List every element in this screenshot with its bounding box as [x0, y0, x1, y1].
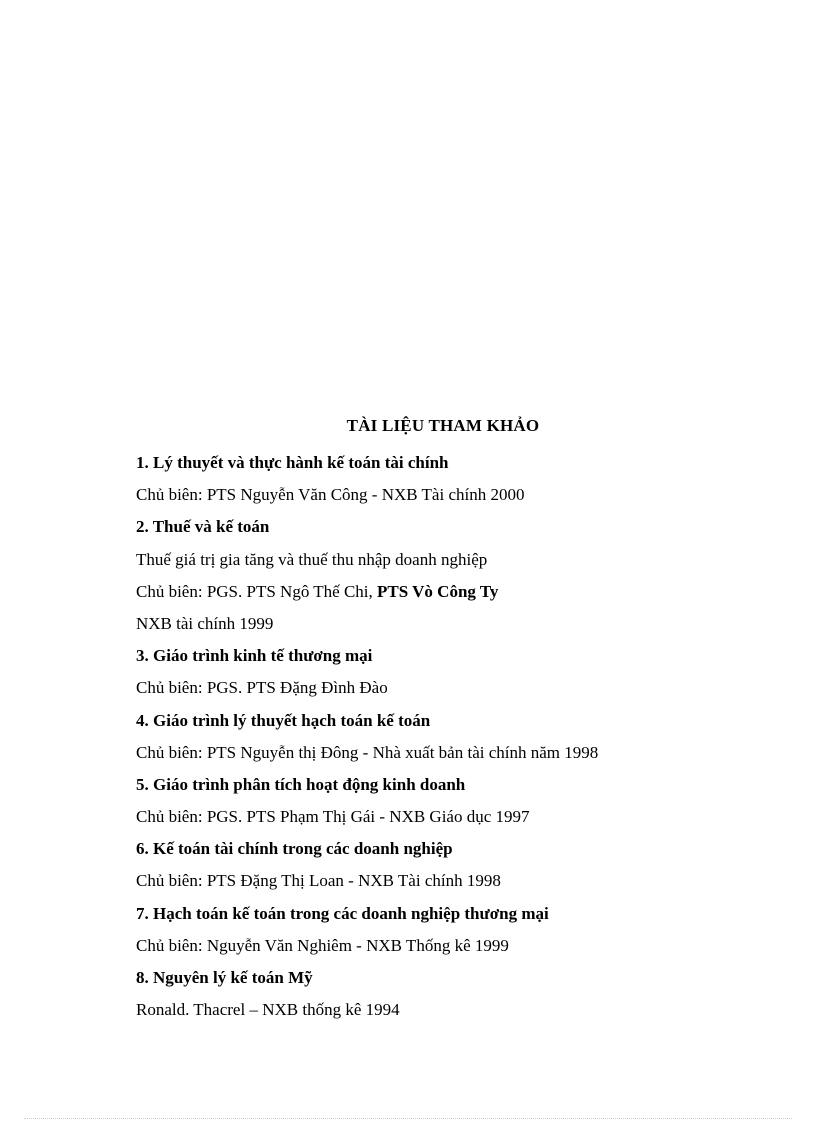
page-title: TÀI LIỆU THAM KHẢO [346, 416, 540, 435]
reference-detail-2-3: NXB tài chính 1999 [136, 613, 274, 633]
reference-heading-3: 3. Giáo trình kinh tế thương mại [136, 646, 373, 666]
page-bottom-divider [24, 1118, 792, 1119]
reference-detail-2-2 [136, 578, 786, 610]
reference-detail-5-1: Chủ biên: PGS. PTS Phạm Thị Gái - NXB Giáo dục 1997 [136, 807, 530, 827]
reference-heading-5: 5. Giáo trình phân tích hoạt động kinh doanh [136, 774, 466, 794]
reference-heading-6: 6. Kế toán tài chính trong các doanh nghiệp [136, 839, 453, 859]
reference-detail-2-2-text: Chủ biên: PGS. PTS Ngô Thế Chi, [136, 581, 378, 601]
reference-detail-2-2-bold: PTS Vò Công Ty [377, 581, 499, 601]
reference-detail-6-1: Chủ biên: PTS Đặng Thị Loan - NXB Tài chính 1998 [136, 871, 501, 891]
reference-detail-4-1: Chủ biên: PTS Nguyễn thị Đông - Nhà xuất bản tài chính năm 1998 [136, 742, 599, 762]
reference-detail-2-1: Thuế giá trị gia tăng và thuế thu nhập doanh nghiệp [136, 549, 488, 569]
reference-detail-1-1: Chủ biên: PTS Nguyễn Văn Công - NXB Tài chính 2000 [136, 485, 525, 505]
reference-list [136, 449, 786, 1028]
reference-detail-3-1: Chủ biên: PGS. PTS Đặng Đình Đào [136, 678, 388, 698]
reference-heading-8: 8. Nguyên lý kế toán Mỹ [136, 968, 313, 987]
reference-heading-1: 1. Lý thuyết và thực hành kế toán tài chính [136, 453, 449, 472]
reference-detail-8-1: Ronald. Thacrel – NXB thống kê 1994 [136, 1000, 400, 1020]
reference-heading-7: 7. Hạch toán kế toán trong các doanh nghiệp thương mại [136, 903, 549, 923]
reference-detail-7-1: Chủ biên: Nguyễn Văn Nghiêm - NXB Thống kê 1999 [136, 935, 509, 955]
reference-heading-2: 2. Thuế và kế toán [136, 517, 270, 537]
reference-heading-4: 4. Giáo trình lý thuyết hạch toán kế toán [136, 710, 431, 730]
